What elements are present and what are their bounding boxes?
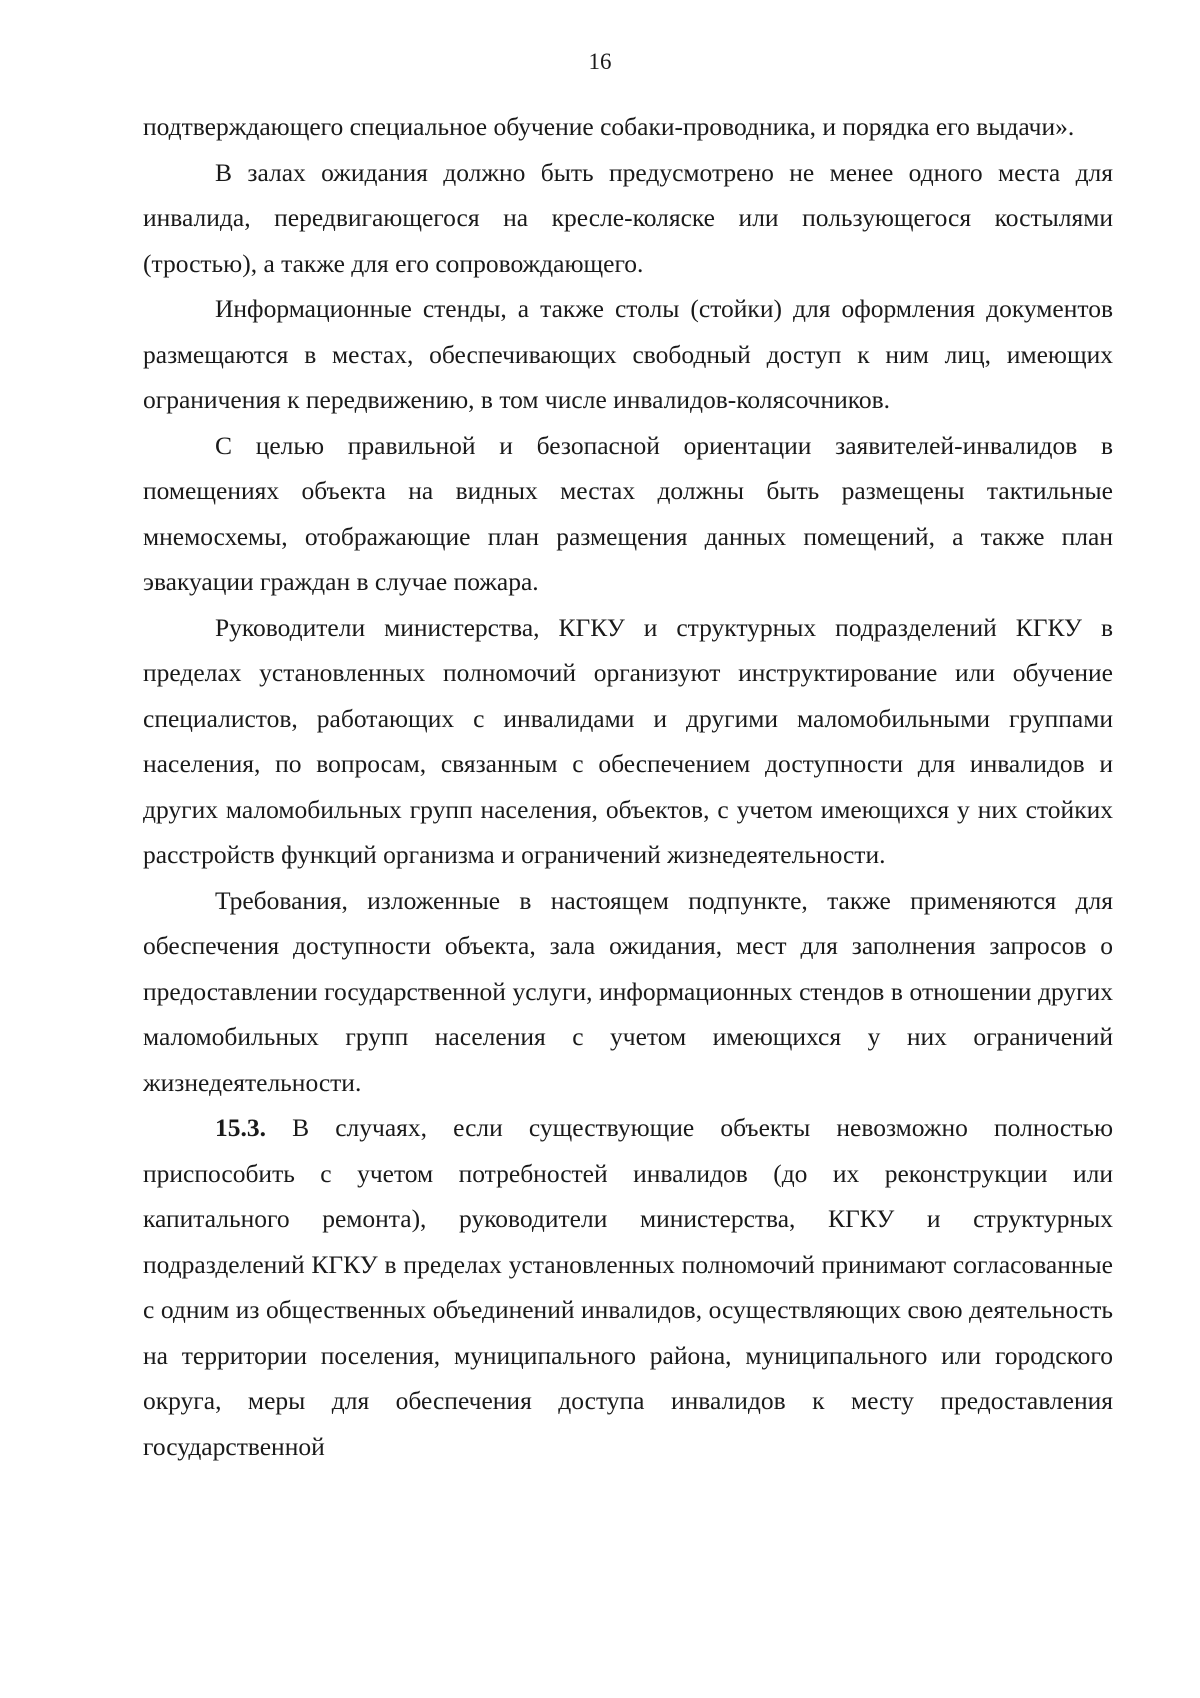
paragraph-continuation: подтверждающего специальное обучение собаки-проводника, и порядка его выдачи». xyxy=(143,112,1075,141)
paragraph-info-stands: Информационные стенды, а также столы (стойки) для оформления документов размещаются в местах, обеспечивающих свободный доступ к ним лиц, имеющих ограничения к передвижению, в том числе инвалидов-колясочников. xyxy=(143,294,1113,414)
paragraph-tactile-schemes: С целью правильной и безопасной ориентации заявителей-инвалидов в помещениях объекта на видных местах должны быть размещены тактильные мнемосхемы, отображающие план размещения данных помещений, а также план эвакуации граждан в случае пожара. xyxy=(143,430,1113,596)
paragraph-staff-training: Руководители министерства, КГКУ и структурных подразделений КГКУ в пределах установленных полномочий организуют инструктирование или обучение специалистов, работающих с инвалидами и другими маломобильными группами населения, по вопросам, связанным с обеспечением доступности для инвалидов и других маломобильных групп населения, объектов, с учетом имеющихся у них стойких расстройств функций организма и ограничений жизнедеятельности. xyxy=(143,612,1113,869)
paragraph-requirements: Требования, изложенные в настоящем подпункте, также применяются для обеспечения доступности объекта, зала ожидания, мест для заполнения запросов о предоставлении государственной услуги, информационных стендов в отношении других маломобильных групп населения с учетом имеющихся у них ограничений жизнедеятельности. xyxy=(143,885,1113,1097)
paragraph-clause-15-3 xyxy=(143,1105,1113,1469)
clause-number: 15.3. xyxy=(215,1113,266,1142)
clause-text: В случаях, если существующие объекты невозможно полностью приспособить с учетом потребностей инвалидов (до их реконструкции или капитального ремонта), руководители министерства, КГКУ и структурных подразделений КГКУ в пределах установленных полномочий принимают согласованные с одним из общественных объединений инвалидов, осуществляющих свою деятельность на территории поселения, муниципального района, муниципального или городского округа, меры для обеспечения доступа инвалидов к месту предоставления государственной xyxy=(143,1113,1113,1461)
document-body xyxy=(143,104,1113,1469)
paragraph-waiting-halls: В залах ожидания должно быть предусмотрено не менее одного места для инвалида, передвигающегося на кресле-коляске или пользующегося костылями (тростью), а также для его сопровождающего. xyxy=(143,157,1113,278)
page-number: 16 xyxy=(588,49,612,74)
